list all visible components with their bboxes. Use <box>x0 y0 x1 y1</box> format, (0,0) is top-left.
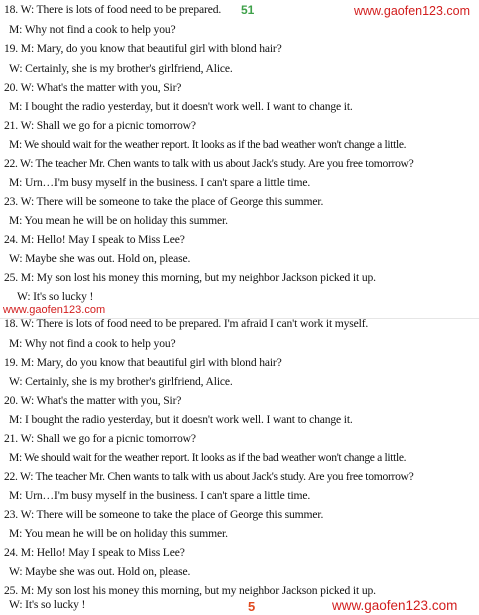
dialogue-line: 18. W: There is lots of food need to be prepared. <box>4 3 222 16</box>
dialogue-line: 19. M: Mary, do you know that beautiful girl with blond hair? <box>4 356 282 369</box>
dialogue-line: M: We should wait for the weather report. It looks as if the bad weather won't change a little. <box>9 138 407 151</box>
dialogue-line: 22. W: The teacher Mr. Chen wants to talk with us about Jack's study. Are you free tomorrow? <box>4 157 414 170</box>
watermark-badge: 51 <box>241 3 255 17</box>
dialogue-line: 25. M: My son lost his money this morning, but my neighbor Jackson picked it up. <box>4 271 376 284</box>
dialogue-line: 20. W: What's the matter with you, Sir? <box>4 394 182 407</box>
dialogue-line: 23. W: There will be someone to take the place of George this summer. <box>4 508 324 521</box>
dialogue-line: 18. W: There is lots of food need to be prepared. I'm afraid I can't work it myself. <box>4 317 369 330</box>
dialogue-line: M: I bought the radio yesterday, but it doesn't work well. I want to change it. <box>9 413 353 426</box>
dialogue-line: M: Urn…I'm busy myself in the business. I can't spare a little time. <box>9 489 311 502</box>
dialogue-line: 24. M: Hello! May I speak to Miss Lee? <box>4 233 185 246</box>
dialogue-line: 21. W: Shall we go for a picnic tomorrow? <box>4 432 196 445</box>
dialogue-line: M: Why not find a cook to help you? <box>9 23 176 36</box>
dialogue-line: W: Maybe she was out. Hold on, please. <box>9 565 191 578</box>
dialogue-line: M: Urn…I'm busy myself in the business. I can't spare a little time. <box>9 176 311 189</box>
dialogue-line: 24. M: Hello! May I speak to Miss Lee? <box>4 546 185 559</box>
dialogue-line: W: It's so lucky ! <box>17 290 94 303</box>
dialogue-line: 20. W: What's the matter with you, Sir? <box>4 81 182 94</box>
dialogue-line: M: Why not find a cook to help you? <box>9 337 176 350</box>
dialogue-line: W: Certainly, she is my brother's girlfriend, Alice. <box>9 62 233 75</box>
dialogue-line: W: Maybe she was out. Hold on, please. <box>9 252 191 265</box>
dialogue-line: 19. M: Mary, do you know that beautiful girl with blond hair? <box>4 42 282 55</box>
dialogue-line: M: You mean he will be on holiday this summer. <box>9 214 228 227</box>
dialogue-line: M: I bought the radio yesterday, but it doesn't work well. I want to change it. <box>9 100 353 113</box>
dialogue-line: 21. W: Shall we go for a picnic tomorrow? <box>4 119 196 132</box>
dialogue-line: 22. W: The teacher Mr. Chen wants to talk with us about Jack's study. Are you free tomorrow? <box>4 470 414 483</box>
dialogue-line: M: We should wait for the weather report. It looks as if the bad weather won't change a little. <box>9 451 407 464</box>
dialogue-line: W: Certainly, she is my brother's girlfriend, Alice. <box>9 375 233 388</box>
dialogue-line: 25. M: My son lost his money this morning, but my neighbor Jackson picked it up. <box>4 584 376 597</box>
watermark-url: www.gaofen123.com <box>354 4 471 18</box>
dialogue-line: W: It's so lucky ! <box>9 598 86 611</box>
watermark-url: www.gaofen123.com <box>332 598 458 613</box>
dialogue-line: 23. W: There will be someone to take the place of George this summer. <box>4 195 324 208</box>
watermark-url: www.gaofen123.com <box>3 304 106 316</box>
watermark-badge: 5 <box>248 599 256 614</box>
dialogue-line: M: You mean he will be on holiday this summer. <box>9 527 228 540</box>
